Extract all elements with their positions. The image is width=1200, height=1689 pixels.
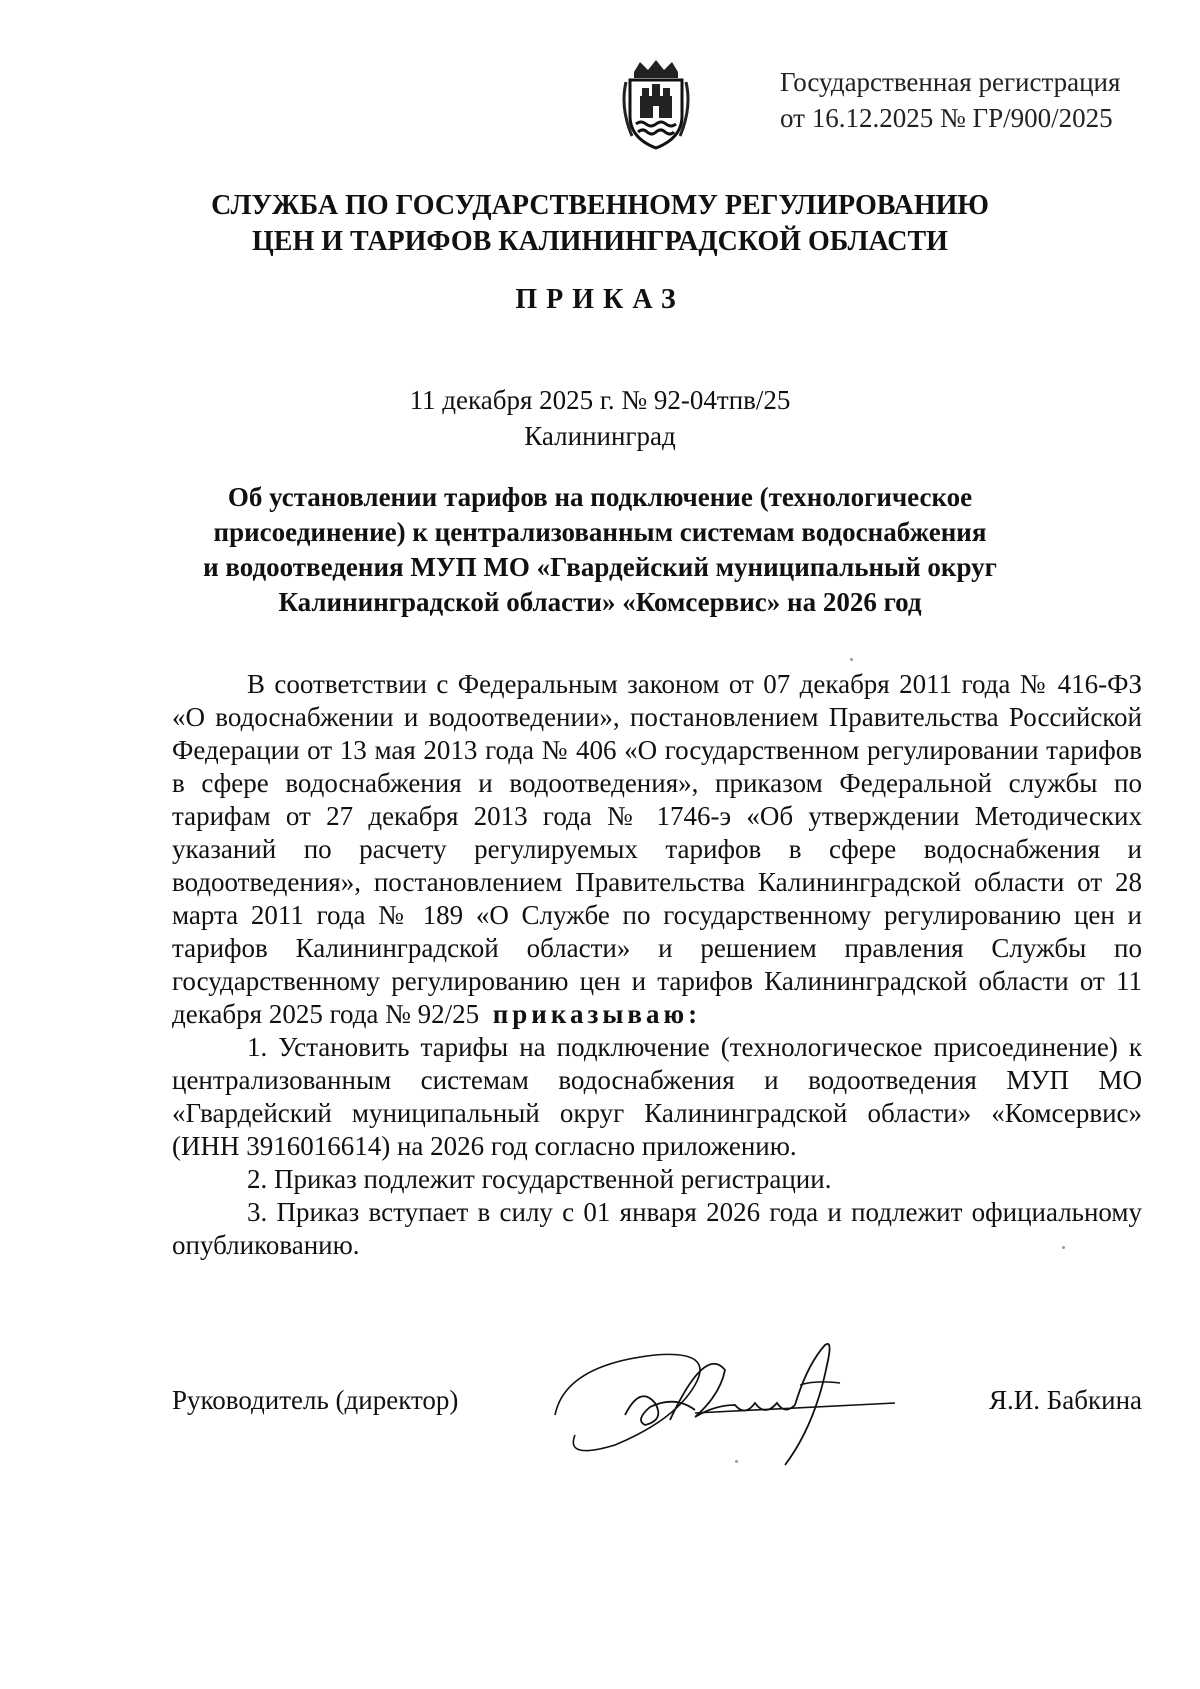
- order-city: Калининград: [524, 421, 676, 451]
- order-word: приказываю:: [492, 999, 702, 1029]
- signer-name: Я.И. Бабкина: [989, 1385, 1142, 1415]
- preamble-paragraph: [172, 668, 1142, 1031]
- subject-line-3: и водоотведения МУП МО «Гвардейский муниципальный округ: [203, 552, 997, 582]
- order-item-3: 3. Приказ вступает в силу с 01 января 2026 года и подлежит официальному опубликованию.: [172, 1197, 1142, 1260]
- signer-title: Руководитель (директор): [172, 1385, 459, 1415]
- scan-speck: [735, 1460, 738, 1463]
- registration-line-1: Государственная регистрация: [780, 67, 1121, 97]
- coat-of-arms-icon: [620, 58, 692, 150]
- scan-speck: [850, 658, 853, 661]
- scan-speck: [1062, 1246, 1065, 1249]
- order-dateline: [0, 382, 1200, 454]
- registration-line-2: от 16.12.2025 № ГР/900/2025: [780, 103, 1113, 133]
- subject-line-1: Об установлении тарифов на подключение (технологическое: [227, 482, 973, 512]
- order-item-2: 2. Приказ подлежит государственной регистрации.: [247, 1164, 832, 1194]
- signature-block: [172, 1385, 1142, 1425]
- order-item-1: 1. Установить тарифы на подключение (технологическое присоединение) к централизованным системам водоснабжения и водоотведения МУП МО «Гвардейский муниципальный округ Калининградской области» «Комсервис» (ИНН 3916016614) на 2026 год согласно приложению.: [172, 1032, 1142, 1161]
- subject-line-2: присоединение) к централизованным системам водоснабжения: [213, 517, 987, 547]
- order-body: [172, 668, 1142, 1262]
- agency-name: [0, 188, 1200, 260]
- agency-line-2: ЦЕН И ТАРИФОВ КАЛИНИНГРАДСКОЙ ОБЛАСТИ: [252, 226, 948, 257]
- order-subject: [0, 480, 1200, 620]
- agency-line-1: СЛУЖБА ПО ГОСУДАРСТВЕННОМУ РЕГУЛИРОВАНИЮ: [211, 190, 989, 221]
- preamble-text: В соответствии с Федеральным законом от 07 декабря 2011 года № 416-ФЗ «О водоснабжении и водоотведении», постановлением Правительства Российской Федерации от 13 мая 2013 года № 406 «О государственном регулировании тарифов в сфере водоснабжения и водоотведения», приказом Федеральной службы по тарифам от 27 декабря 2013 года № 1746-э «Об утверждении Методических указаний по расчету регулируемых тарифов в сфере водоснабжения и водоотведения», постановлением Правительства Калининградской области от 28 марта 2011 года № 189 «О Службе по государственному регулированию цен и тарифов Калининградской области» и решением правления Службы по государственному регулированию цен и тарифов Калининградской области от 11 декабря 2025 года № 92/25: [172, 669, 1142, 1029]
- order-date-number: 11 декабря 2025 г. № 92-04тпв/25: [409, 385, 791, 415]
- registration-stamp: [780, 64, 1120, 136]
- document-type-title: ПРИКАЗ: [515, 284, 685, 315]
- subject-line-4: Калининградской области» «Комсервис» на 2026 год: [278, 587, 922, 617]
